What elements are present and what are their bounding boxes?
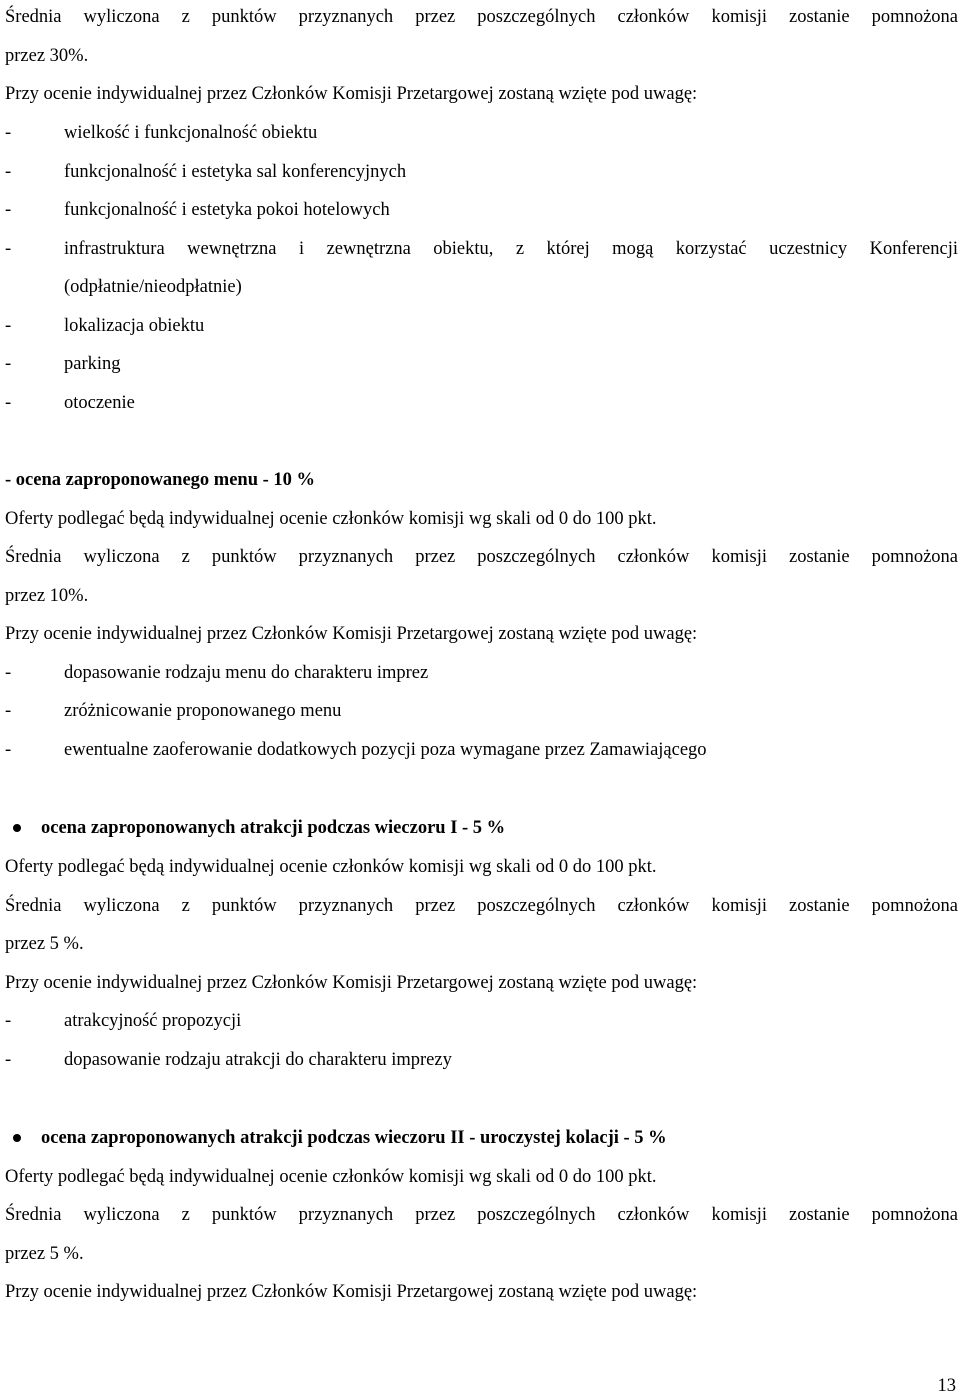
- average-text-line: Średnia wyliczona z punktów przyznanych przez poszczególnych członków komisji zostanie pomnożona: [5, 1205, 958, 1225]
- average-text-line: Średnia wyliczona z punktów przyznanych przez poszczególnych członków komisji zostanie pomnożona: [5, 547, 958, 567]
- list-dash: -: [5, 1050, 12, 1070]
- list-item-text: atrakcyjność propozycji: [64, 1011, 242, 1031]
- list-item-text: lokalizacja obiektu: [64, 316, 205, 336]
- criteria-intro: Przy ocenie indywidualnej przez Członków Komisji Przetargowej zostaną wzięte pod uwagę:: [5, 84, 698, 104]
- section-heading-text: ocena zaproponowanych atrakcji podczas wieczoru I - 5 %: [41, 818, 506, 838]
- list-dash: -: [5, 663, 12, 683]
- list-dash: -: [5, 1011, 12, 1031]
- list-item-text: parking: [64, 354, 121, 374]
- list-item-text: dopasowanie rodzaju atrakcji do charakteru imprezy: [64, 1050, 452, 1070]
- list-item-text: wielkość i funkcjonalność obiektu: [64, 123, 318, 143]
- average-text-line: Średnia wyliczona z punktów przyznanych przez poszczególnych członków komisji zostanie pomnożona: [5, 896, 958, 916]
- list-item-text: ewentualne zaoferowanie dodatkowych pozycji poza wymagane przez Zamawiającego: [64, 740, 707, 760]
- list-item: [5, 237, 958, 261]
- list-dash: -: [5, 393, 12, 413]
- section-heading-menu: - ocena zaproponowanego menu - 10 %: [5, 470, 316, 490]
- list-dash: -: [5, 701, 12, 721]
- scale-text: Oferty podlegać będą indywidualnej ocenie członków komisji wg skali od 0 do 100 pkt.: [5, 509, 657, 529]
- average-text-line: Średnia wyliczona z punktów przyznanych przez poszczególnych członków komisji zostanie pomnożona: [5, 7, 958, 27]
- list-item-text: dopasowanie rodzaju menu do charakteru imprez: [64, 663, 429, 683]
- list-dash: -: [5, 316, 12, 336]
- criteria-intro: Przy ocenie indywidualnej przez Członków Komisji Przetargowej zostaną wzięte pod uwagę:: [5, 973, 698, 993]
- list-dash: -: [5, 162, 12, 182]
- list-item-text: funkcjonalność i estetyka sal konferencyjnych: [64, 162, 407, 182]
- list-item-text: infrastruktura wewnętrzna i zewnętrzna obiektu, z której mogą korzystać uczestnicy Konferencji: [64, 239, 958, 259]
- list-item-text: funkcjonalność i estetyka pokoi hotelowych: [64, 200, 390, 220]
- scale-text: Oferty podlegać będą indywidualnej ocenie członków komisji wg skali od 0 do 100 pkt.: [5, 857, 657, 877]
- list-item-text: zróżnicowanie proponowanego menu: [64, 701, 342, 721]
- criteria-intro: Przy ocenie indywidualnej przez Członków Komisji Przetargowej zostaną wzięte pod uwagę:: [5, 1282, 698, 1302]
- section-heading-text: ocena zaproponowanych atrakcji podczas wieczoru II - uroczystej kolacji - 5 %: [41, 1128, 667, 1148]
- list-dash: -: [5, 200, 12, 220]
- list-item-text: (odpłatnie/nieodpłatnie): [64, 277, 242, 297]
- average-text-line: przez 5 %.: [5, 1244, 84, 1264]
- list-dash: -: [5, 239, 12, 259]
- list-dash: -: [5, 123, 12, 143]
- scale-text: Oferty podlegać będą indywidualnej ocenie członków komisji wg skali od 0 do 100 pkt.: [5, 1167, 657, 1187]
- average-text-line: przez 10%.: [5, 586, 89, 606]
- list-item-text: otoczenie: [64, 393, 135, 413]
- list-dash: -: [5, 740, 12, 760]
- bullet-icon: [13, 1134, 21, 1142]
- list-dash: -: [5, 354, 12, 374]
- criteria-intro: Przy ocenie indywidualnej przez Członków Komisji Przetargowej zostaną wzięte pod uwagę:: [5, 624, 698, 644]
- bullet-icon: [13, 824, 21, 832]
- page-number: 13: [937, 1376, 956, 1396]
- average-text-line: przez 30%.: [5, 46, 89, 66]
- average-text-line: przez 5 %.: [5, 934, 84, 954]
